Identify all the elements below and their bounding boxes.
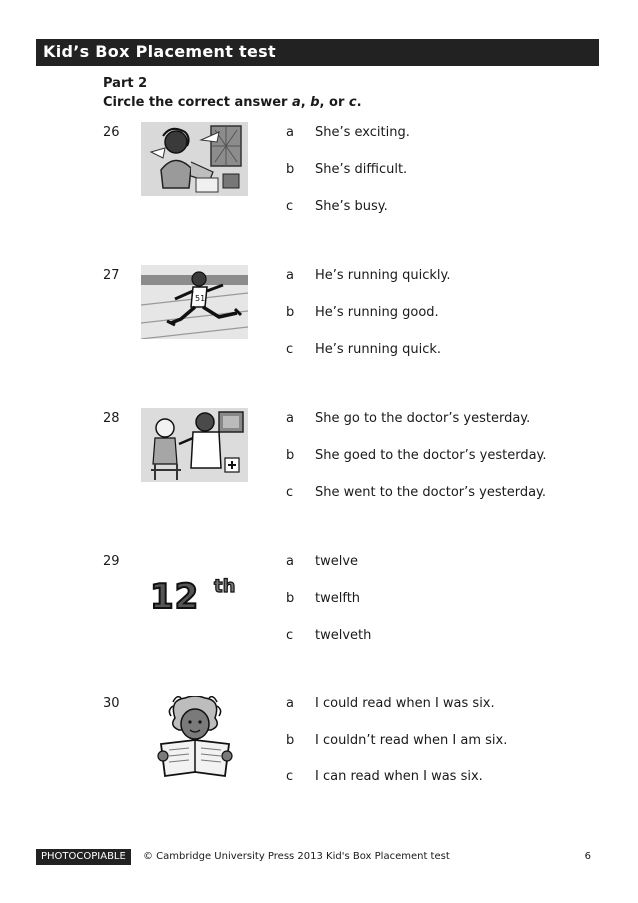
option-letter: c <box>286 485 294 500</box>
option-text: He’s running quickly. <box>315 268 451 283</box>
question-number: 30 <box>103 696 120 711</box>
page-title: Kid’s Box Placement test <box>43 42 276 61</box>
instruction-end: . <box>356 95 362 110</box>
option-text: She’s exciting. <box>315 125 410 140</box>
option-letter: a <box>286 696 294 711</box>
option-b[interactable] <box>0 591 638 609</box>
option-text: I could read when I was six. <box>315 696 495 711</box>
header-bar <box>36 39 599 66</box>
option-letter: b <box>286 733 295 748</box>
option-text: twelveth <box>315 628 372 643</box>
part-heading <box>103 74 362 112</box>
instruction-option-c: c <box>348 95 357 110</box>
instruction-sep: , or <box>319 95 349 110</box>
option-b[interactable] <box>0 733 638 751</box>
option-letter: b <box>286 162 295 177</box>
option-b[interactable] <box>0 305 638 323</box>
option-text: He’s running quick. <box>315 342 442 357</box>
copyright-text: © Cambridge University Press 2013 Kid's Box Placement test <box>143 851 450 862</box>
question-number: 26 <box>103 125 120 140</box>
option-b[interactable] <box>0 448 638 466</box>
option-a[interactable] <box>0 554 638 572</box>
option-text: He’s running good. <box>315 305 439 320</box>
question-number: 28 <box>103 411 120 426</box>
option-letter: a <box>286 125 294 140</box>
option-text: She go to the doctor’s yesterday. <box>315 411 531 426</box>
page-number: 6 <box>584 851 591 862</box>
instruction-option-a: a <box>291 95 301 110</box>
graphic-number: 12 <box>150 577 200 614</box>
option-letter: b <box>286 591 295 606</box>
question-29 <box>0 554 638 674</box>
option-c[interactable] <box>0 769 638 787</box>
option-a[interactable] <box>0 696 638 714</box>
graphic-suffix: th <box>214 576 236 597</box>
option-a[interactable] <box>0 125 638 143</box>
option-letter: c <box>286 769 294 784</box>
option-letter: b <box>286 305 295 320</box>
instruction-text: Circle the correct answer <box>103 95 292 110</box>
option-letter: c <box>286 628 294 643</box>
option-b[interactable] <box>0 162 638 180</box>
question-number: 27 <box>103 268 120 283</box>
part-title: Part 2 <box>103 76 148 91</box>
option-letter: c <box>286 199 294 214</box>
option-letter: b <box>286 448 295 463</box>
question-26 <box>0 125 638 245</box>
option-a[interactable] <box>0 411 638 429</box>
part-instruction <box>103 93 362 112</box>
question-number: 29 <box>103 554 120 569</box>
footer <box>36 849 599 865</box>
option-a[interactable] <box>0 268 638 286</box>
instruction-option-b: b <box>310 95 320 110</box>
photocopiable-badge: PHOTOCOPIABLE <box>36 849 131 865</box>
option-text: twelfth <box>315 591 361 606</box>
option-text: She’s busy. <box>315 199 388 214</box>
option-c[interactable] <box>0 342 638 360</box>
option-text: I can read when I was six. <box>315 769 483 784</box>
option-letter: a <box>286 268 294 283</box>
option-letter: c <box>286 342 294 357</box>
question-28 <box>0 411 638 531</box>
option-letter: a <box>286 411 294 426</box>
question-27 <box>0 268 638 388</box>
svg-text:51: 51 <box>195 294 206 303</box>
question-30 <box>0 696 638 816</box>
option-text: She went to the doctor’s yesterday. <box>315 485 547 500</box>
option-c[interactable] <box>0 628 638 646</box>
option-text: twelve <box>315 554 359 569</box>
option-text: I couldn’t read when I am six. <box>315 733 508 748</box>
instruction-sep: , <box>300 95 311 110</box>
option-c[interactable] <box>0 485 638 503</box>
option-letter: a <box>286 554 294 569</box>
option-text: She goed to the doctor’s yesterday. <box>315 448 547 463</box>
option-c[interactable] <box>0 199 638 217</box>
option-text: She’s difficult. <box>315 162 408 177</box>
